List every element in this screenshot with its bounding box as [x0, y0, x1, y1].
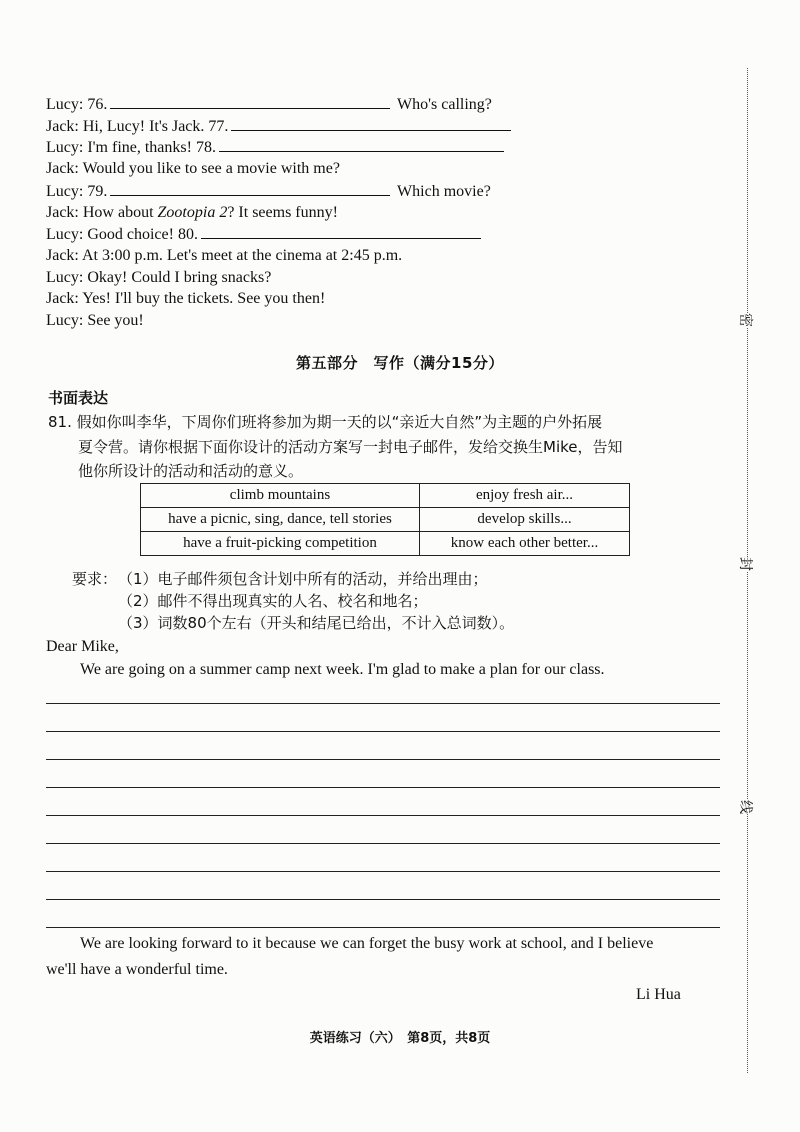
dialogue-line	[46, 224, 484, 245]
speaker-label: Lucy:	[46, 312, 84, 329]
dialogue-text: 76.	[87, 96, 108, 113]
letter-opening: We are going on a summer camp next week. I'm glad to make a plan for our class.	[80, 661, 605, 678]
speaker-label: Jack:	[46, 160, 79, 178]
table-cell: have a fruit-picking competition	[141, 532, 420, 556]
dialogue-text: I'm fine, thanks! 78.	[87, 139, 216, 157]
dialogue-line	[46, 137, 507, 158]
writing-line[interactable]	[46, 843, 720, 844]
table-row	[141, 508, 630, 532]
writing-line[interactable]	[46, 759, 720, 760]
activity-table	[140, 483, 630, 556]
dialogue-line	[46, 116, 514, 137]
dialogue-text: 79.	[87, 182, 108, 200]
task-line-3: 他你所设计的活动和活动的意义。	[78, 462, 304, 480]
dialogue-text: Okay! Could I bring snacks?	[87, 268, 272, 286]
dialogue-text-after: Which movie?	[397, 182, 491, 200]
letter-closing-line-2: we'll have a wonderful time.	[46, 961, 228, 978]
speaker-label: Jack:	[46, 246, 79, 264]
speaker-label: Lucy:	[46, 182, 84, 200]
dialogue-text: Yes! I'll buy the tickets. See you then!	[82, 290, 326, 308]
writing-heading: 书面表达	[48, 389, 109, 407]
movie-title: Zootopia 2	[157, 203, 228, 221]
dialogue-text: At 3:00 p.m. Let's meet at the cinema at 2:45 p.m.	[82, 246, 403, 264]
dialogue-line	[46, 203, 338, 223]
speaker-label: Jack:	[46, 203, 79, 221]
writing-line[interactable]	[46, 787, 720, 788]
writing-line[interactable]	[46, 871, 720, 872]
dialogue-text-after: Who's calling?	[397, 96, 492, 113]
table-row	[141, 532, 630, 556]
letter-closing-line-1: We are looking forward to it because we can forget the busy work at school, and I believe	[80, 935, 654, 952]
writing-line[interactable]	[46, 927, 720, 928]
speaker-label: Lucy:	[46, 96, 84, 113]
answer-blank[interactable]	[110, 94, 390, 109]
speaker-label: Jack:	[46, 117, 79, 135]
table-cell: have a picnic, sing, dance, tell stories	[141, 508, 420, 532]
requirement-2: （2）邮件不得出现真实的人名、校名和地名；	[118, 592, 428, 610]
dialogue-line	[46, 268, 271, 288]
margin-char-seal-2: 封	[732, 557, 760, 571]
dialogue-line	[46, 159, 340, 179]
answer-blank[interactable]	[110, 181, 390, 196]
table-cell: develop skills...	[420, 508, 630, 532]
table-row	[141, 484, 630, 508]
requirement-3: （3）词数80个左右（开头和结尾已给出，不计入总词数）。	[118, 614, 515, 632]
dialogue-text: How about	[82, 203, 154, 221]
dialogue-line	[46, 289, 325, 309]
dialogue-line	[46, 94, 492, 115]
writing-line[interactable]	[46, 815, 720, 816]
writing-line[interactable]	[46, 899, 720, 900]
signature: Li Hua	[636, 986, 681, 1003]
speaker-label: Lucy:	[46, 139, 84, 157]
answer-blank[interactable]	[201, 224, 481, 239]
salutation: Dear Mike,	[46, 638, 119, 655]
speaker-label: Jack:	[46, 290, 79, 308]
writing-line[interactable]	[46, 703, 720, 704]
answer-blank[interactable]	[231, 116, 511, 131]
page-footer: 英语练习（六） 第8页，共8页	[309, 1031, 491, 1046]
dialogue-line	[46, 311, 144, 331]
table-cell: know each other better...	[420, 532, 630, 556]
writing-line[interactable]	[46, 731, 720, 732]
margin-char-seal: 密	[732, 313, 760, 327]
requirements-label: 要求：	[72, 570, 118, 588]
table-cell: enjoy fresh air...	[420, 484, 630, 508]
speaker-label: Lucy:	[46, 226, 84, 244]
dialogue-text-after: ? It seems funny!	[227, 203, 338, 221]
table-cell: climb mountains	[141, 484, 420, 508]
dialogue-text: Would you like to see a movie with me?	[82, 160, 340, 178]
margin-char-line: 线	[732, 800, 760, 814]
speaker-label: Lucy:	[46, 268, 84, 286]
requirement-1: （1）电子邮件须包含计划中所有的活动，并给出理由；	[118, 570, 488, 588]
dialogue-text: See you!	[87, 312, 144, 329]
dialogue-text: Good choice! 80.	[87, 226, 198, 244]
task-line-1: 81. 假如你叫李华，下周你们班将参加为期一天的以“亲近大自然”为主题的户外拓展	[48, 413, 603, 431]
task-line-2: 夏令营。请你根据下面你设计的活动方案写一封电子邮件，发给交换生Mike，告知	[78, 438, 623, 456]
dialogue-line	[46, 181, 491, 202]
answer-blank[interactable]	[219, 137, 504, 152]
section-title: 第五部分 写作（满分15分）	[296, 354, 504, 372]
dialogue-text: Hi, Lucy! It's Jack. 77.	[82, 117, 229, 135]
dialogue-line	[46, 246, 402, 266]
